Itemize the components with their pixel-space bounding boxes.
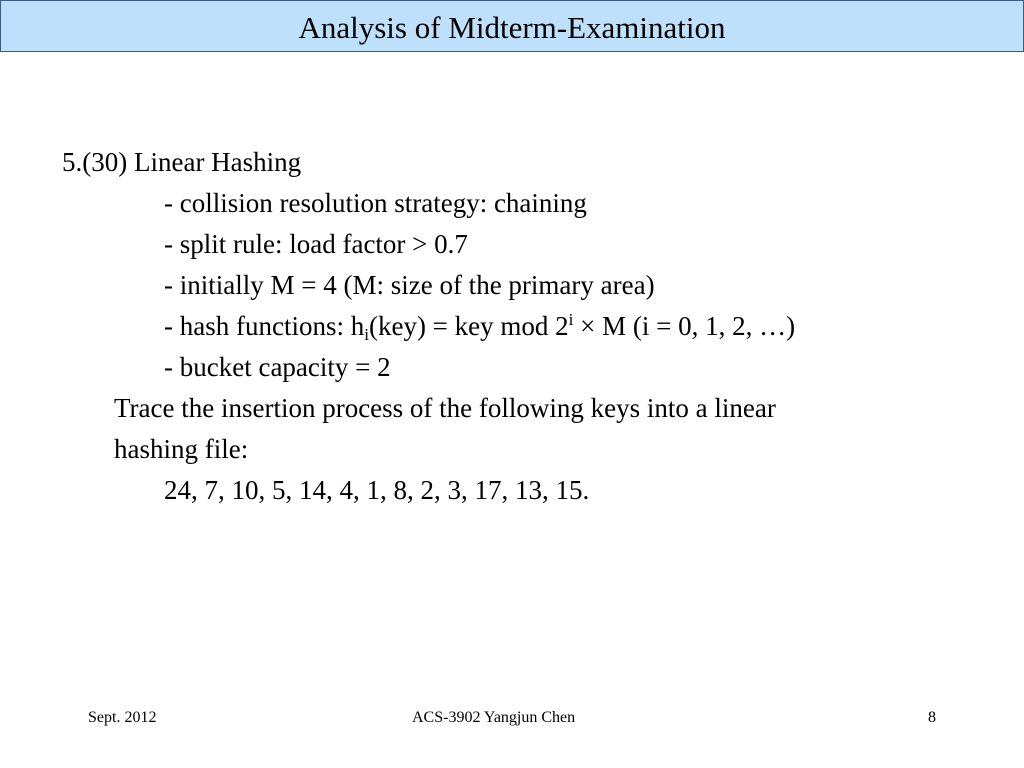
- slide-title: Analysis of Midterm-Examination: [298, 9, 726, 45]
- hash-function-suffix: × M (i = 0, 1, 2, …): [573, 311, 796, 341]
- question-heading: 5.(30) Linear Hashing: [62, 147, 302, 177]
- trace-instruction-line-1: Trace the insertion process of the following keys into a linear: [114, 393, 776, 423]
- hash-function-subscript: i: [364, 325, 369, 344]
- footer-course: ACS-3902 Yangjun Chen: [412, 709, 576, 726]
- bucket-capacity-line: - bucket capacity = 2: [164, 352, 391, 382]
- hash-function-line: [164, 306, 795, 347]
- split-rule-line: - split rule: load factor > 0.7: [164, 229, 468, 259]
- slide-title-bar: [0, 0, 1024, 52]
- initial-size-line: - initially M = 4 (M: size of the primary area): [164, 270, 655, 300]
- hash-function-superscript: i: [568, 310, 574, 329]
- collision-strategy-line: - collision resolution strategy: chaining: [164, 188, 587, 218]
- footer-page-number: 8: [928, 709, 936, 726]
- trace-instruction-line-2: hashing file:: [114, 434, 249, 464]
- keys-sequence-line: 24, 7, 10, 5, 14, 4, 1, 8, 2, 3, 17, 13, 15.: [164, 475, 590, 505]
- hash-function-prefix: - hash functions: h: [164, 311, 365, 341]
- footer-date: Sept. 2012: [88, 709, 157, 726]
- hash-function-middle: (key) = key mod 2: [368, 311, 569, 341]
